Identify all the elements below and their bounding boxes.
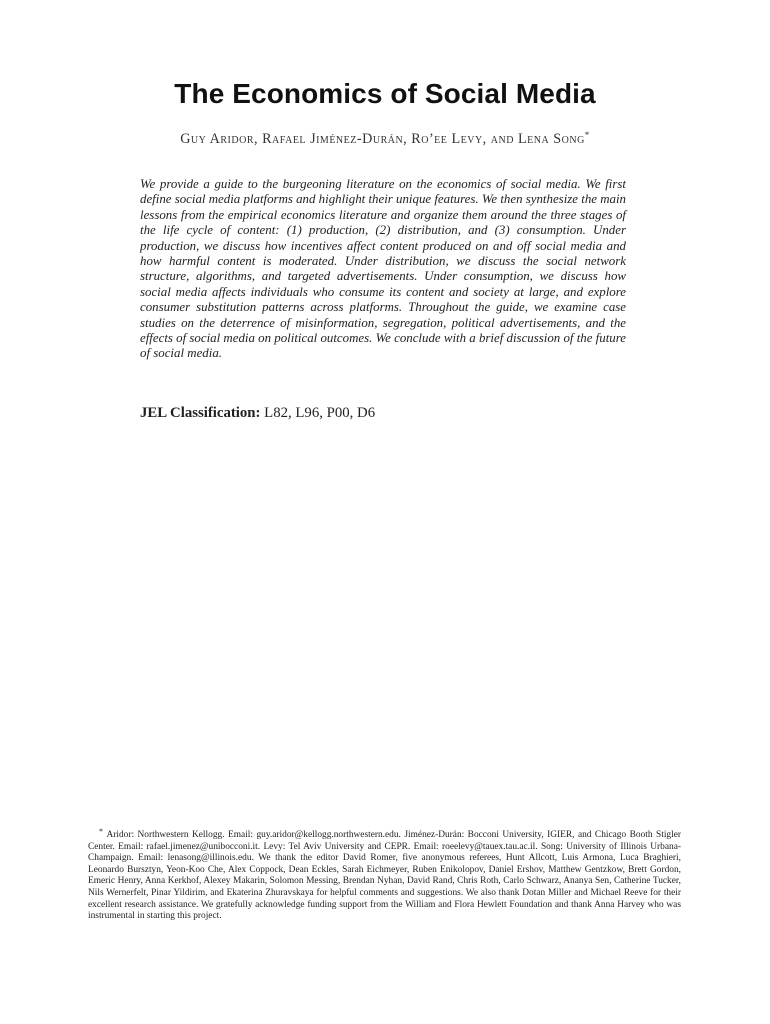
jel-codes: L82, L96, P00, D6 — [264, 405, 376, 421]
author-footnote — [88, 826, 681, 923]
author-footnote-marker: * — [584, 130, 590, 140]
footnote-text: Aridor: Northwestern Kellogg. Email: guy.aridor@kellogg.northwestern.edu. Jiménez-Durán: Bocconi University, IGIER, and Chicago Booth Stigler Center. Email: rafael.jimenez@unibocconi.it. Levy: Tel Aviv University and CEPR. Email: roeelevy@tauex.tau.ac.il. Song: University of Illinois Urbana-Champaign. Email: lenasong@illinois.edu. We thank the editor David Romer, five anonymous referees, Hunt Allcott, Luis Armona, Luca Braghieri, Leonardo Bursztyn, Yeon-Koo Che, Alex Coppock, Dean Eckles, Sarah Eichmeyer, Ruben Enikolopov, Daniel Ershov, Matthew Gentzkow, Brett Gordon, Emeric Henry, Anna Kerkhof, Alexey Makarin, Solomon Messing, Brendan Nyhan, David Rand, Chris Roth, Carlo Schwarz, Ananya Sen, Catherine Tucker, Nils Wernerfelt, Pinar Yildirim, and Ekaterina Zhuravskaya for helpful comments and suggestions. We also thank Dotan Miller and Michael Reeve for their excellent research assistance. We gratefully acknowledge funding support from the William and Flora Hewlett Foundation and thank Anna Harvey who was instrumental in starting this project. — [88, 830, 682, 922]
jel-label: JEL Classification: — [140, 405, 261, 421]
author-names: Guy Aridor, Rafael Jiménez-Durán, Ro’ee Levy, and Lena Song — [180, 131, 585, 147]
paper-title: The Economics of Social Media — [174, 78, 596, 109]
footnote-marker: * — [99, 827, 103, 836]
abstract: We provide a guide to the burgeoning literature on the economics of social media. We first define social media platforms and highlight their unique features. We then synthesize the main lessons from the empirical economics literature and organize them around the three stages of the life cycle of content: (1) production, (2) distribution, and (3) consumption. Under production, we discuss how incentives affect content produced on and off social media and how harmful content is moderated. Under distribution, we discuss the social network structure, algorithms, and targeted advertisements. Under consumption, we discuss how social media affects individuals who consume its content and society at large, and explore consumer substitution patterns across platforms. Throughout the guide, we examine case studies on the deterrence of misinformation, segregation, political advertisements, and the effects of social media on political outcomes. We conclude with a brief discussion of the future of social media. — [140, 177, 626, 361]
jel-classification — [140, 405, 375, 422]
author-list — [0, 130, 770, 148]
